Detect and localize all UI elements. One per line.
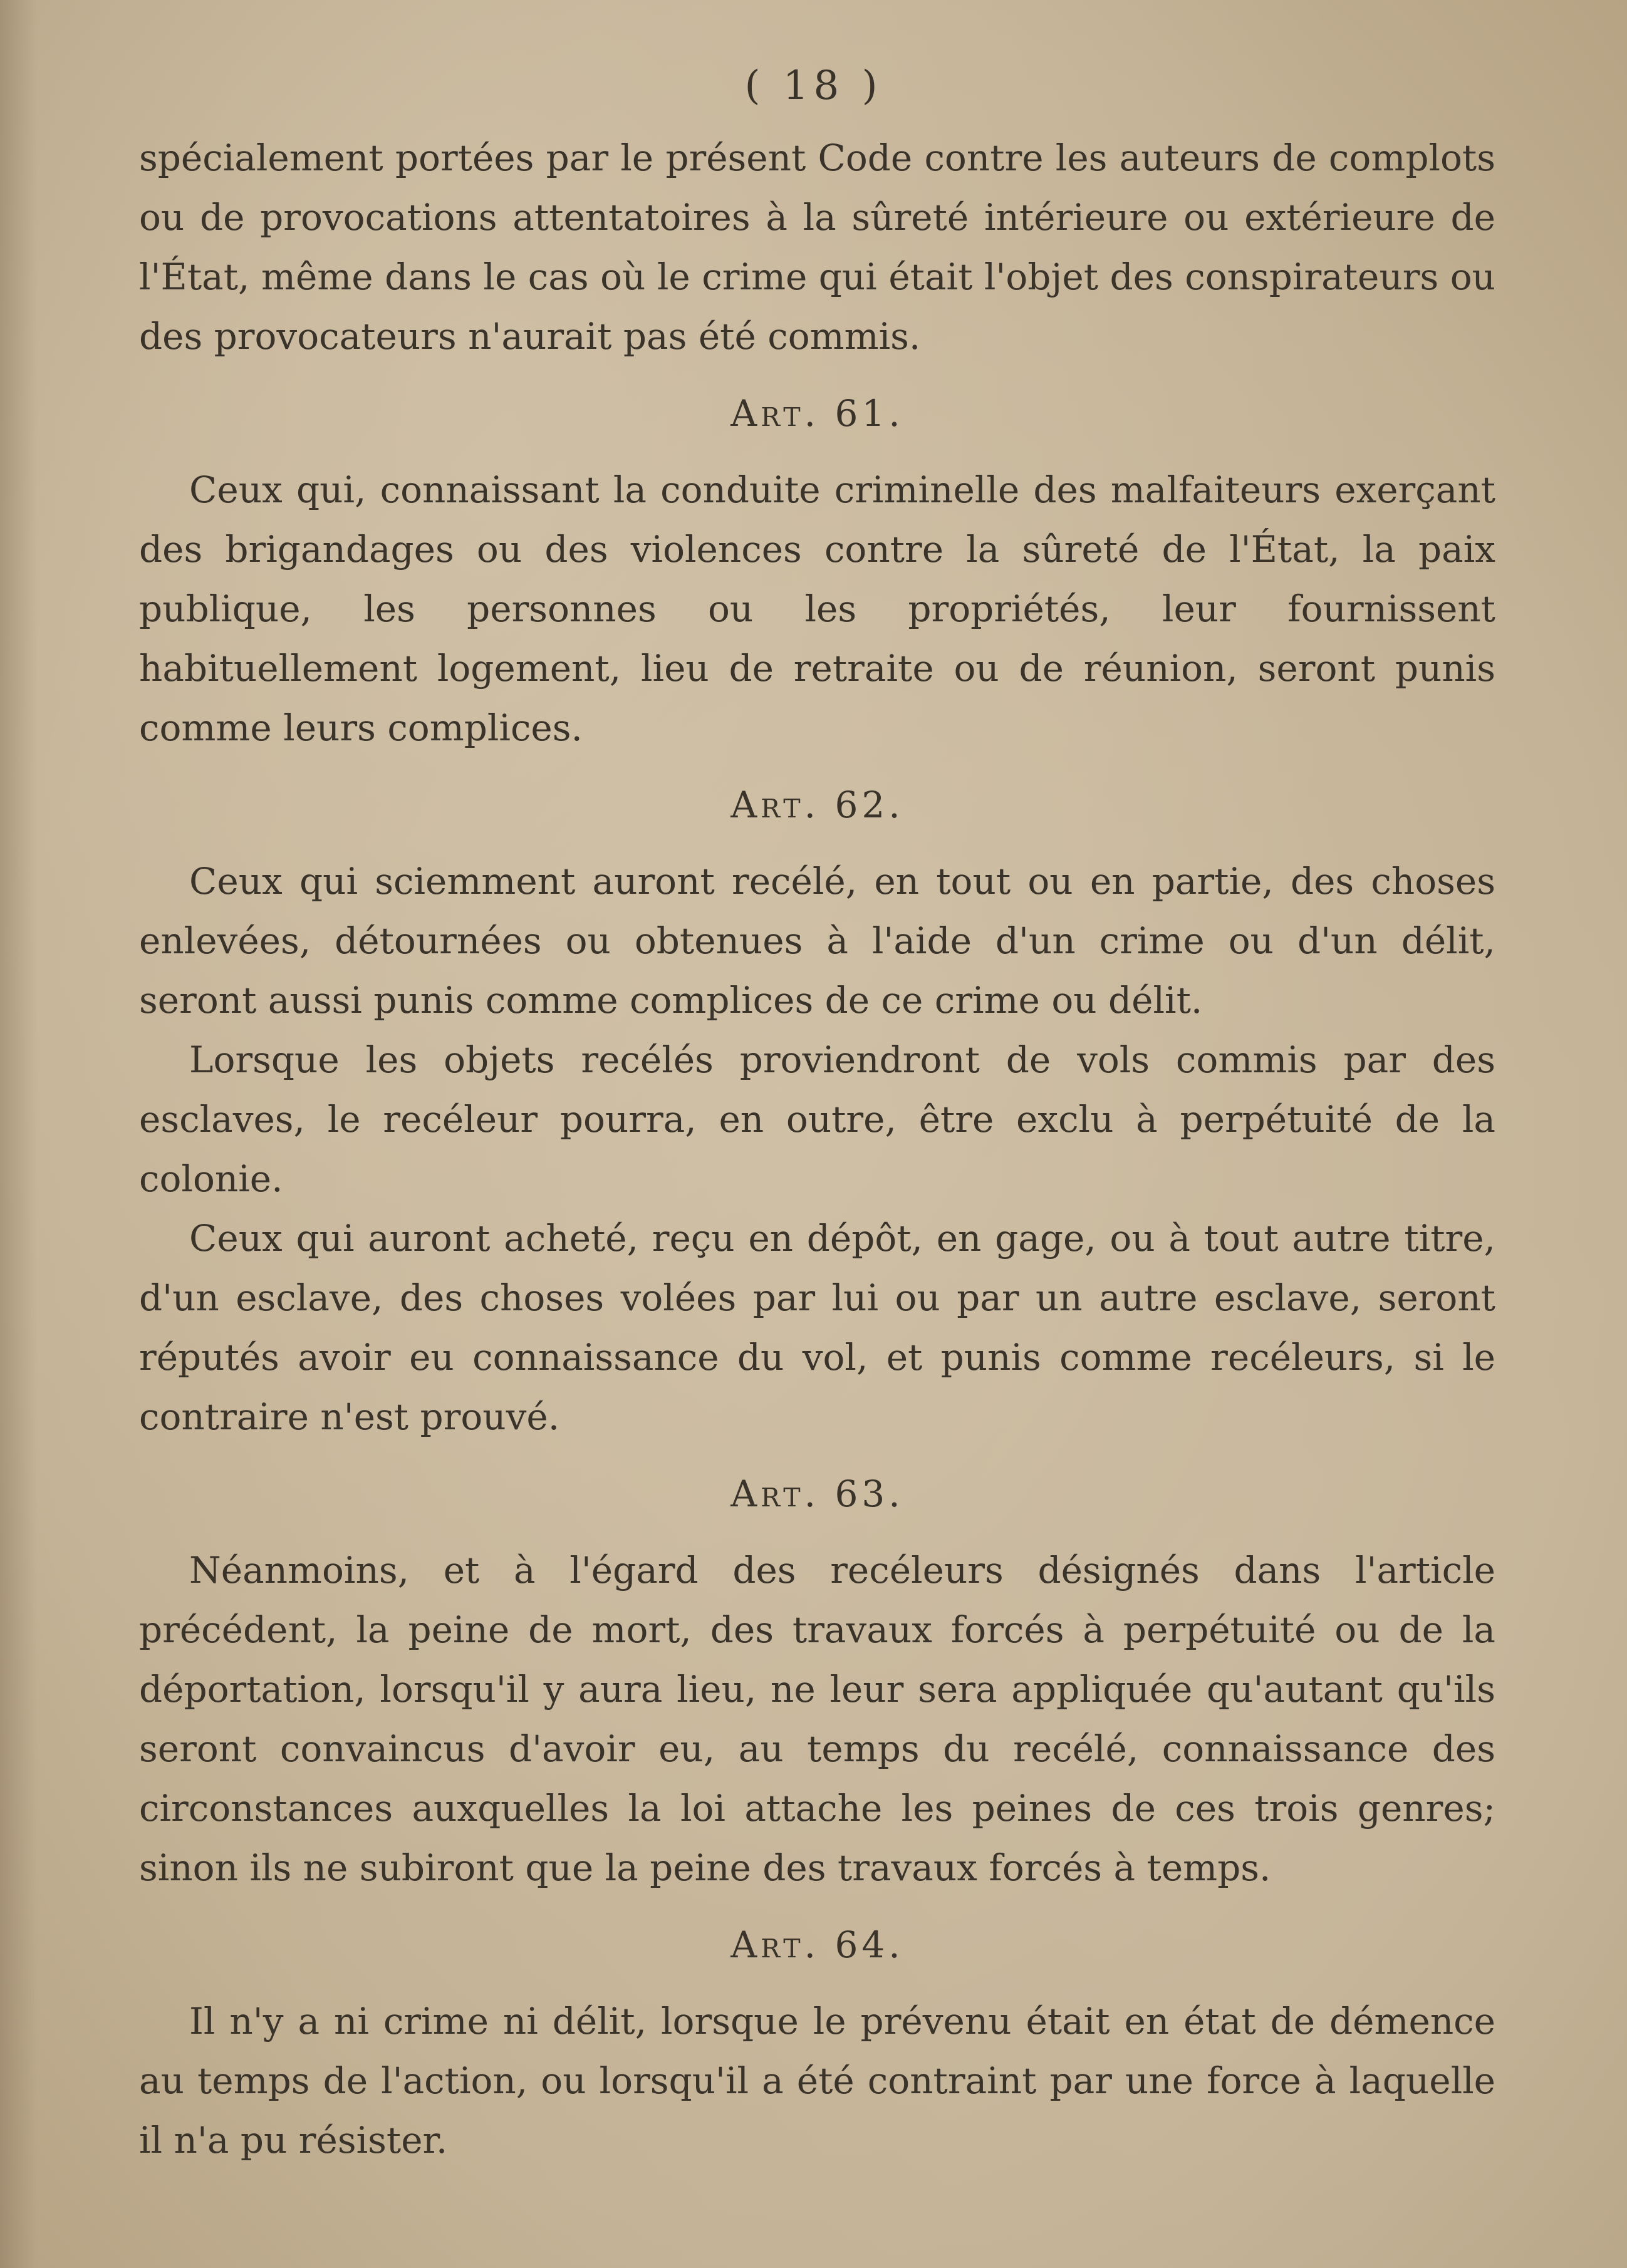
paragraph-art-62-3: Ceux qui auront acheté, reçu en dépôt, en gage, ou à tout autre titre, d'un esclave, des choses volées par lui ou par un autre esclave, seront réputés avoir eu connaissance du vol, et punis comme recéleurs, si le contraire n'est prouvé. (139, 1217, 1495, 1438)
paragraph-art-64: Il n'y a ni crime ni délit, lorsque le prévenu était en état de démence au temps de l'action, ou lorsqu'il a été contraint par une force à laquelle il n'a pu résister. (139, 2000, 1495, 2162)
paragraph-art-62-1: Ceux qui sciemment auront recélé, en tout ou en partie, des choses enlevées, détournées ou obtenues à l'aide d'un crime ou d'un délit, seront aussi punis comme complices de ce crime ou délit. (139, 860, 1495, 1022)
article-heading-63: Art. 63. (730, 1473, 904, 1515)
paragraph-art-61: Ceux qui, connaissant la conduite criminelle des malfaiteurs exerçant des brigandages ou des violences contre la sûreté de l'État, la paix publique, les personnes ou les propriétés, leur fournissent habituellement logement, lieu de retraite ou de réunion, seront punis comme leurs complices. (139, 469, 1495, 749)
article-heading-62: Art. 62. (730, 784, 904, 826)
paragraph-continuation: spécialement portées par le présent Code contre les auteurs de complots ou de provocations attentatoires à la sûreté intérieure ou extérieure de l'État, même dans le cas où le crime qui était l'objet des conspirateurs ou des provocateurs n'aurait pas été commis. (139, 137, 1495, 358)
paragraph-art-63: Néanmoins, et à l'égard des recéleurs désignés dans l'article précédent, la peine de mort, des travaux forcés à perpétuité ou de la déportation, lorsqu'il y aura lieu, ne leur sera appliquée qu'autant qu'ils seront convaincus d'avoir eu, au temps du recélé, connaissance des circonstances auxquelles la loi attache les peines de ces trois genres; sinon ils ne subiront que la peine des travaux forcés à temps. (139, 1549, 1495, 1889)
paragraph-art-62-2: Lorsque les objets recélés proviendront de vols commis par des esclaves, le recéleur pourra, en outre, être exclu à perpétuité de la colonie. (139, 1038, 1495, 1200)
body-text (139, 128, 1495, 2170)
article-heading-64: Art. 64. (730, 1924, 904, 1966)
article-heading-61: Art. 61. (730, 392, 904, 435)
page-number: ( 18 ) (744, 63, 883, 109)
